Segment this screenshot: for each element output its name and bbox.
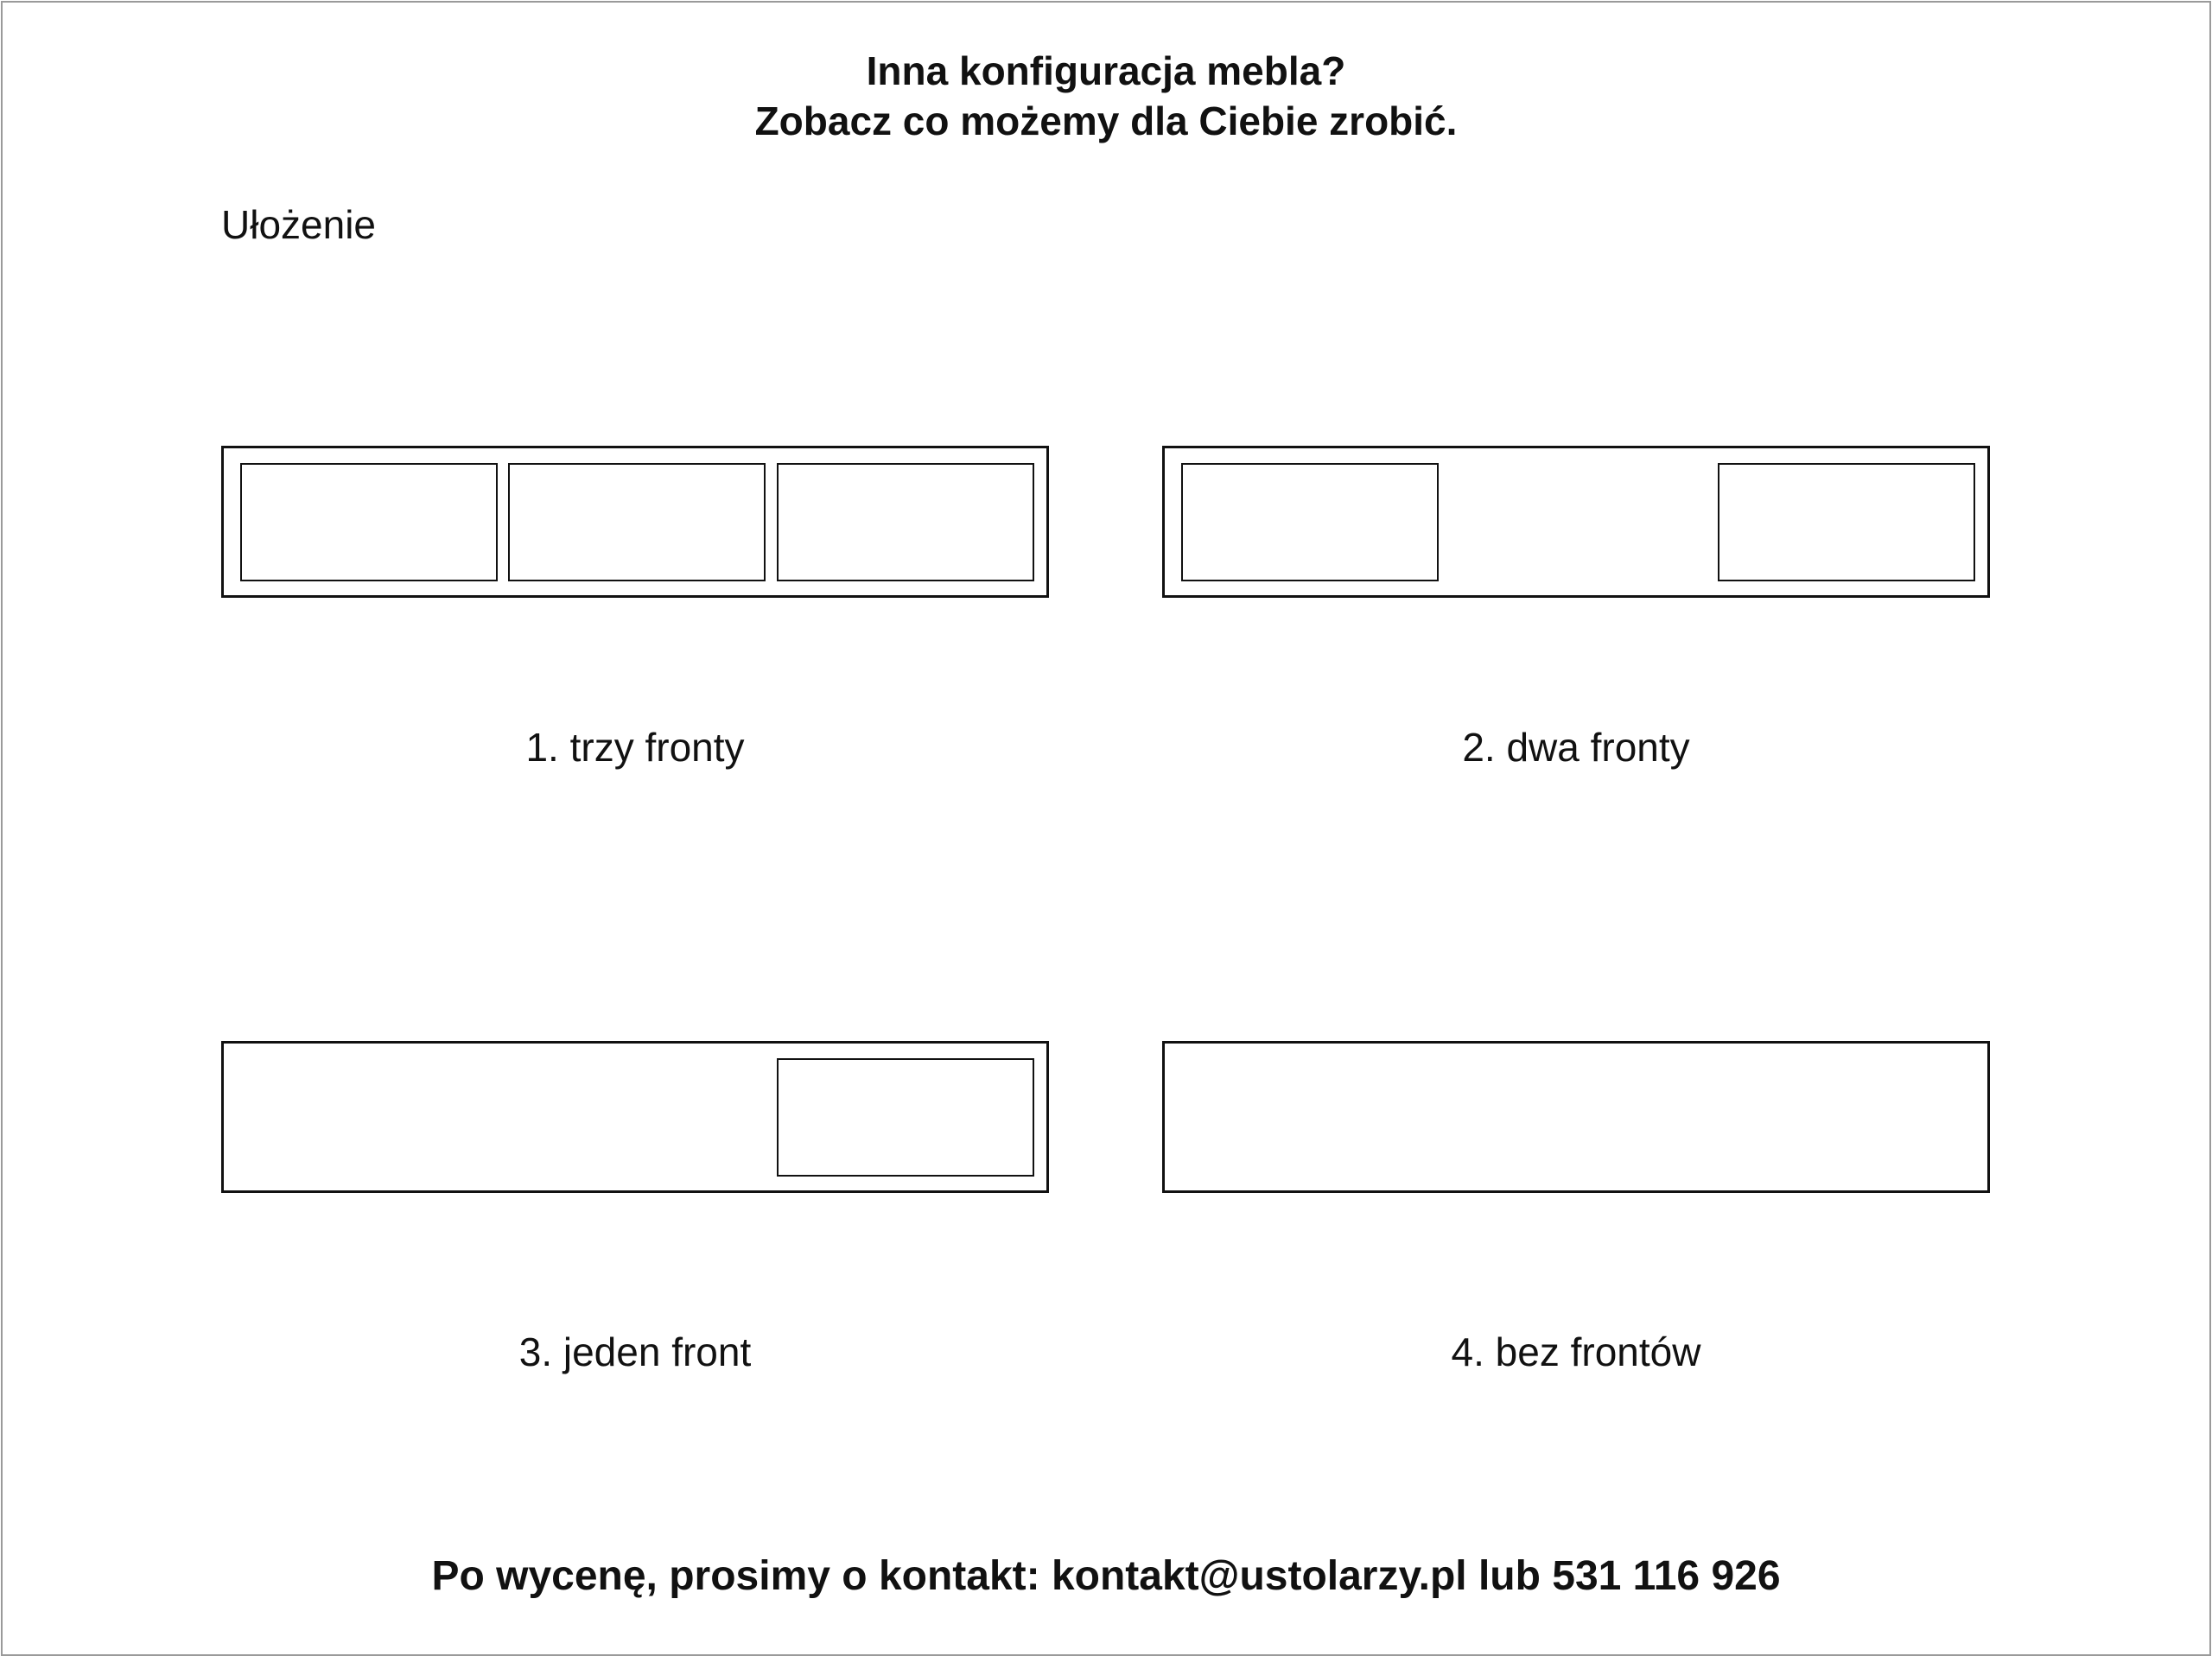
cabinet-no-fronts <box>1162 1041 1990 1193</box>
heading-line-1: Inna konfiguracja mebla? <box>866 48 1346 93</box>
caption-option-1: 1. trzy fronty <box>525 725 745 770</box>
cabinet-two-fronts <box>1162 446 1990 598</box>
front-panel <box>1181 463 1439 581</box>
heading-line-2: Zobacz co możemy dla Ciebie zrobić. <box>754 98 1458 143</box>
contact-footer: Po wycenę, prosimy o kontakt: kontakt@ustolarzy.pl lub 531 116 926 <box>431 1553 1781 1599</box>
caption-option-3: 3. jeden front <box>518 1329 752 1374</box>
front-panel <box>777 1058 1034 1177</box>
caption-option-4: 4. bez frontów <box>1451 1329 1701 1374</box>
front-panel <box>1718 463 1975 581</box>
cabinet-one-front <box>221 1041 1049 1193</box>
front-panel <box>777 463 1034 581</box>
cabinet-three-fronts <box>221 446 1049 598</box>
front-panel <box>508 463 766 581</box>
section-label: Ułożenie <box>221 202 376 247</box>
front-panel <box>240 463 498 581</box>
caption-option-2: 2. dwa fronty <box>1462 725 1690 770</box>
